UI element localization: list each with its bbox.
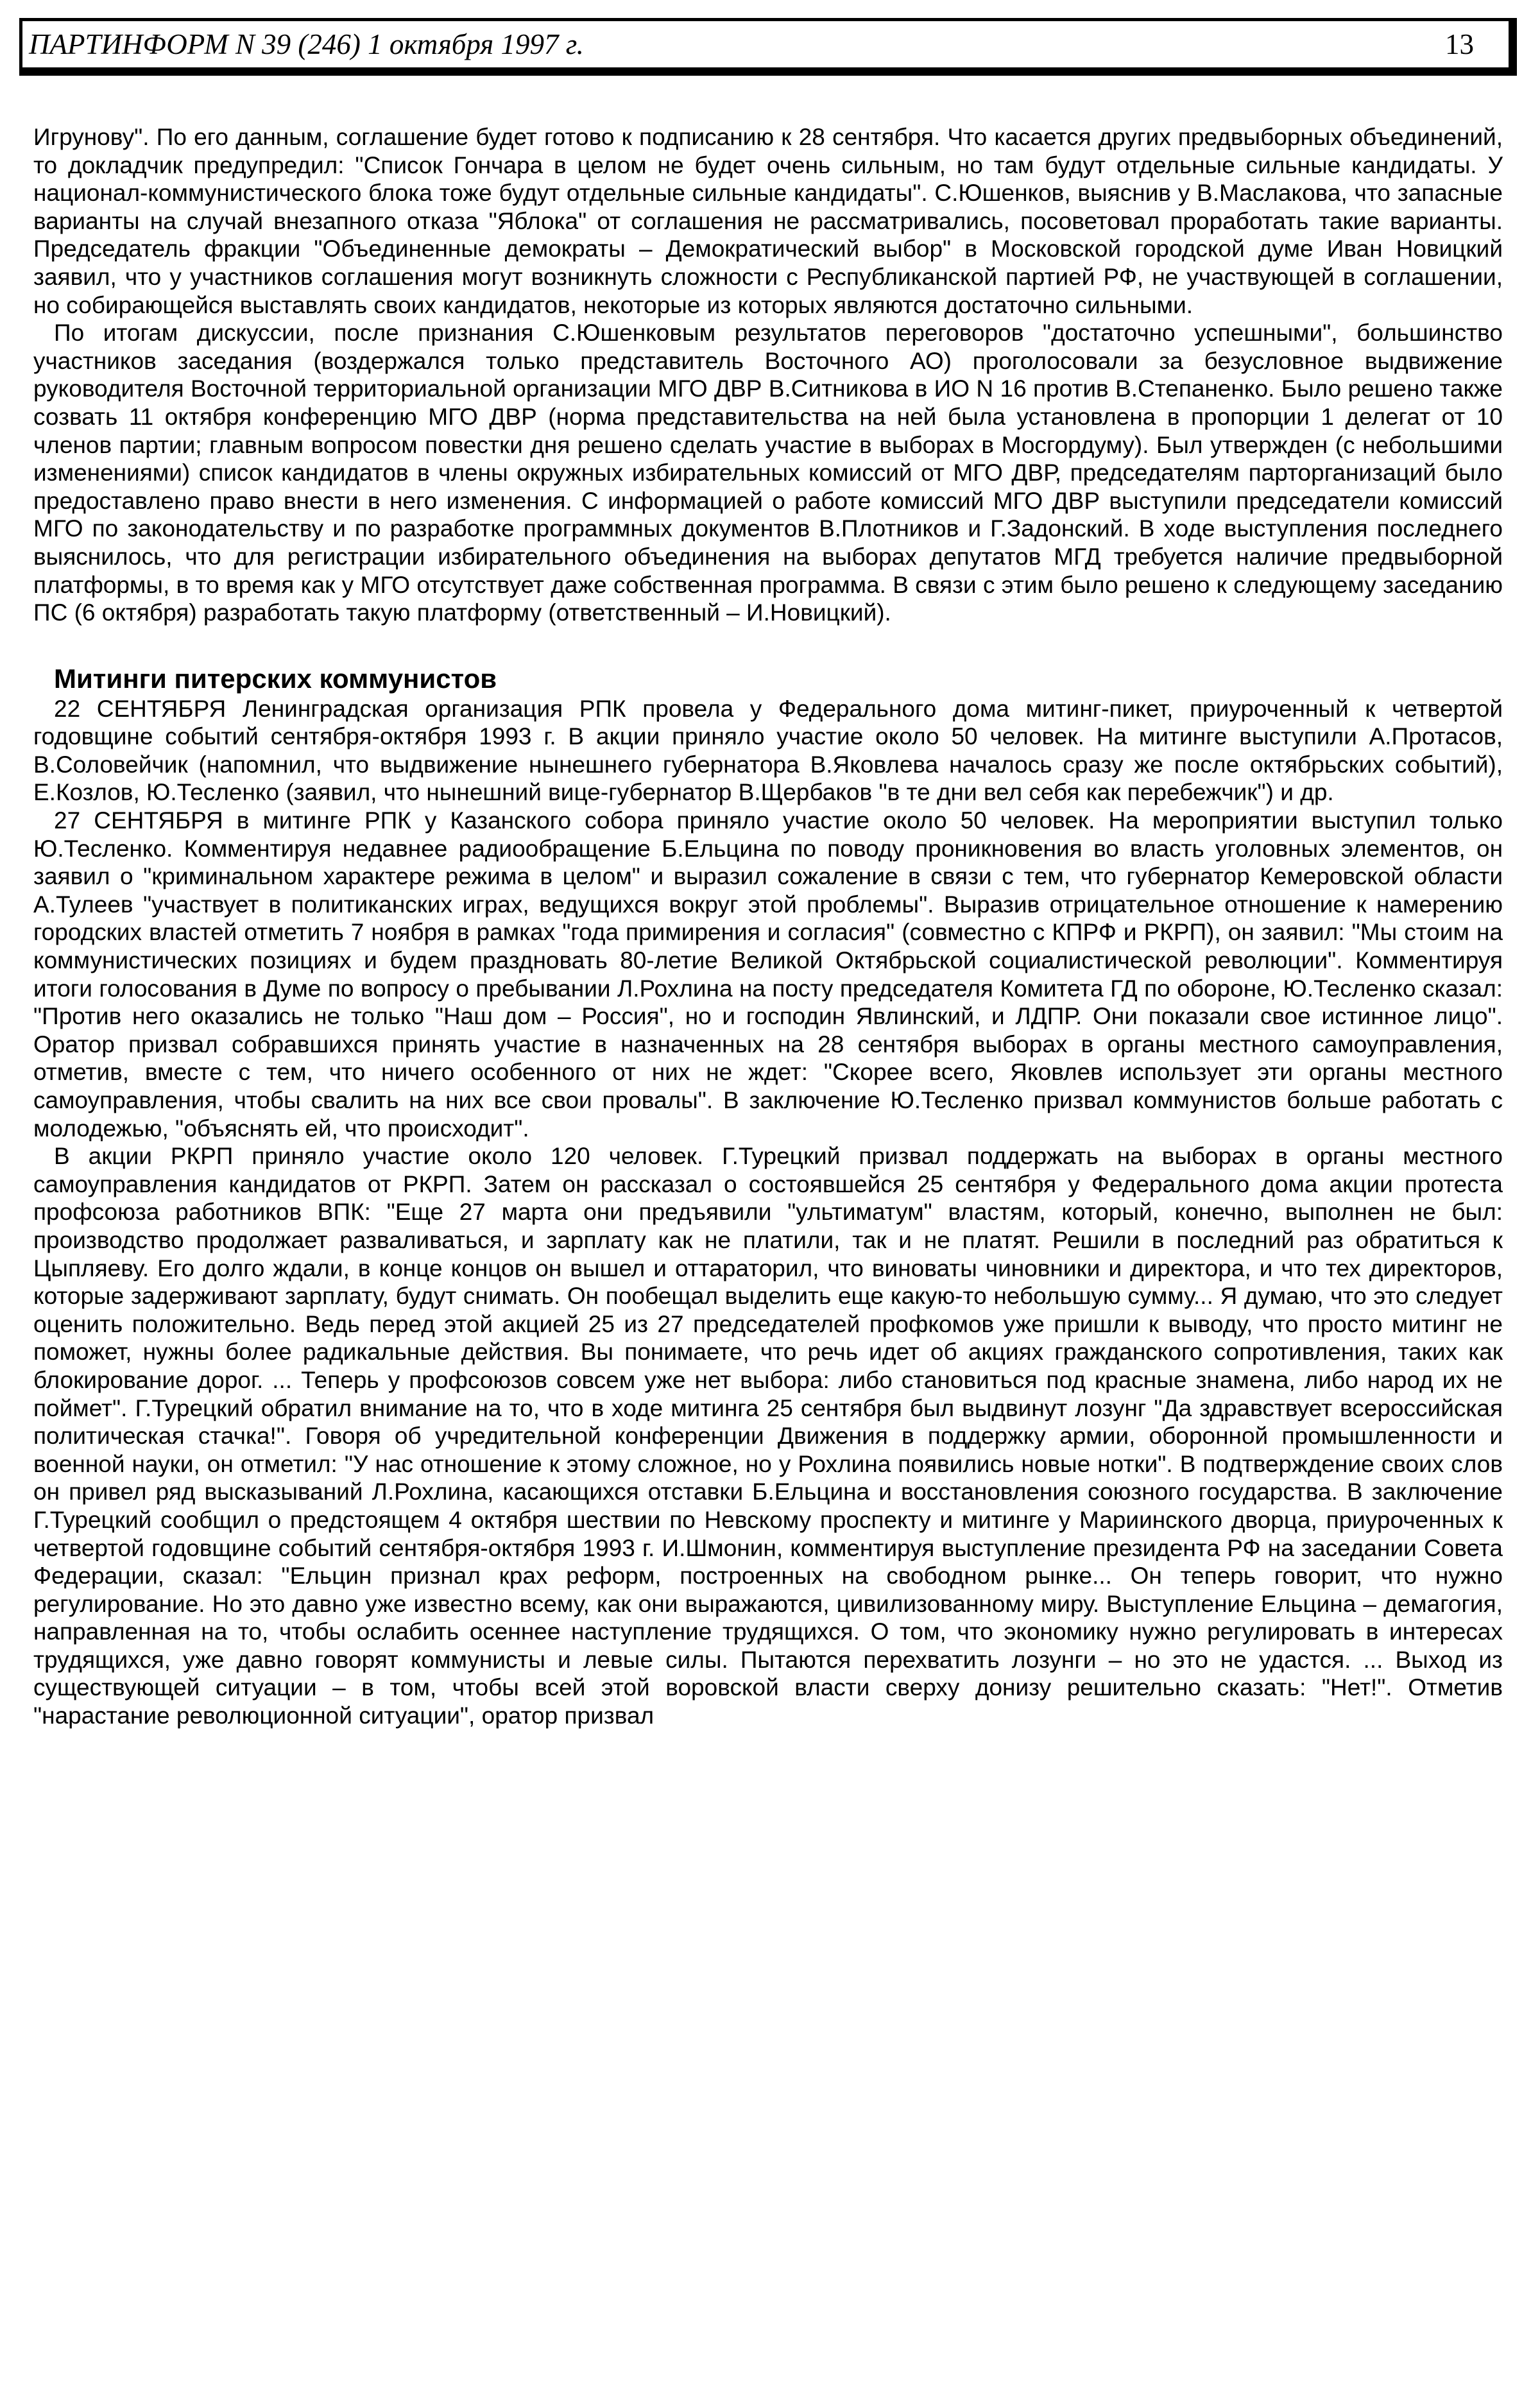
section-title: Митинги питерских коммунистов (54, 663, 497, 694)
publication-title: ПАРТИНФОРМ N 39 (246) 1 октября 1997 г. (29, 28, 584, 60)
paragraph-section-1: 22 СЕНТЯБРЯ Ленинградская организация РПК провела у Федерального дома митинг-пикет, приуроченный к четвертой годовщине событий сентября-октября 1993 г. В акции приняло участие около 50 человек. На митинге выступили А.Протасов, В.Соловейчик (напомнил, что выдвижение нынешнего губернатора В.Яковлева началось сразу же после октябрьских событий), Е.Козлов, Ю.Тесленко (заявил, что нынешний вице-губернатор В.Щербаков "в те дни вел себя как перебежчик") и др. (33, 695, 1503, 806)
page-header (19, 18, 1517, 76)
page-number: 13 (1445, 28, 1474, 60)
article-body (33, 123, 1503, 1730)
paragraph-section-2: 27 СЕНТЯБРЯ в митинге РПК у Казанского собора приняло участие около 50 человек. На мероприятии выступил только Ю.Тесленко. Комментируя недавнее радиообращение Б.Ельцина по поводу проникновения во власть уголовных элементов, он заявил о "криминальном характере режима в целом" и выразил сожаление в связи с тем, что губернатор Кемеровской области А.Тулеев "участвует в политиканских играх, ведущихся вокруг этой проблемы". Выразив отрицательное отношение к намерению городских властей отметить 7 ноября в рамках "года примирения и согласия" (совместно с КПРФ и РКРП), он заявил: "Мы стоим на коммунистических позициях и будем праздновать 80-летие Великой Октябрьской социалистической революции". Комментируя итоги голосования в Думе по вопросу о пребывании Л.Рохлина на посту председателя Комитета ГД по обороне, Ю.Тесленко сказал: "Против него оказались не только "Наш дом – Россия", но и господин Явлинский, и ЛДПР. Они показали свое истинное лицо". Оратор призвал собравшихся принять участие в назначенных на 28 сентября выборах в органы местного самоуправления, отметив, вместе с тем, что ничего особенного от них не ждет: "Скорее всего, Яковлев использует эти органы местного самоуправления, чтобы свалить на них все свои провалы". В заключение Ю.Тесленко призвал коммунистов больше работать с молодежью, "объяснять ей, что происходит". (33, 807, 1503, 1142)
paragraph-section-3: В акции РКРП приняло участие около 120 человек. Г.Турецкий призвал поддержать на выборах в органы местного самоуправления кандидатов от РКРП. Затем он рассказал о состоявшейся 25 сентября у Федерального дома акции протеста профсоюза работников ВПК: "Еще 27 марта они предъявили "ультиматум" властям, который, конечно, выполнен не был: производство продолжает разваливаться, и зарплату как не платили, так и не платят. Решили в последний раз обратиться к Цыпляеву. Его долго ждали, в конце концов он вышел и оттараторил, что виноваты чиновники и директора, и что тех директоров, которые задерживают зарплату, будут снимать. Он пообещал выделить еще какую-то небольшую сумму... Я думаю, что это следует оценить положительно. Ведь перед этой акцией 25 из 27 председателей профкомов уже пришли к выводу, что просто митинг не поможет, нужны более радикальные действия. Вы понимаете, что речь идет об акциях гражданского сопротивления, таких как блокирование дорог. ... Теперь у профсоюзов совсем уже нет выбора: либо становиться под красные знамена, либо народ их не поймет". Г.Турецкий обратил внимание на то, что в ходе митинга 25 сентября был выдвинут лозунг "Да здравствует всероссийская политическая стачка!". Говоря об учредительной конференции Движения в поддержку армии, оборонной промышленности и военной науки, он отметил: "У нас отношение к этому сложное, но у Рохлина появились новые нотки". В подтверждение своих слов он привел ряд высказываний Л.Рохлина, касающихся отставки Б.Ельцина и восстановления союзного государства. В заключение Г.Турецкий сообщил о предстоящем 4 октября шествии по Невскому проспекту и митинге у Мариинского дворца, приуроченных к четвертой годовщине событий сентября-октября 1993 г. И.Шмонин, комментируя выступление президента РФ на заседании Совета Федерации, сказал: "Ельцин признал крах реформ, построенных на свободном рынке... Он теперь говорит, что нужно регулирование. Но это давно уже известно всему, как они выражаются, цивилизованному миру. Выступление Ельцина – демагогия, направленная на то, чтобы ослабить осеннее наступление трудящихся. О том, что экономику нужно регулировать в интересах трудящихся, уже давно говорят коммунисты и левые силы. Пытаются перехватить лозунги – но это не удастся. ... Выход из существующей ситуации – в том, чтобы всей этой воровской власти сверху донизу решительно сказать: "Нет!". Отметив "нарастание революционной ситуации", оратор призвал (33, 1143, 1503, 1729)
paragraph-intro-2: По итогам дискуссии, после признания С.Юшенковым результатов переговоров "достаточно успешными", большинство участников заседания (воздержался только представитель Восточного АО) проголосовали за безусловное выдвижение руководителя Восточной территориальной организации МГО ДВР В.Ситникова в ИО N 16 против В.Степаненко. Было решено также созвать 11 октября конференцию МГО ДВР (норма представительства на ней была установлена в пропорции 1 делегат от 10 членов партии; главным вопросом повестки дня решено сделать участие в выборах в Мосгордуму). Был утвержден (с небольшими изменениями) список кандидатов в члены окружных избирательных комиссий от МГО ДВР, председателям парторганизаций было предоставлено право внести в него изменения. С информацией о работе комиссий МГО ДВР выступили председатели комиссий МГО по законодательству и по разработке программных документов В.Плотников и Г.Задонский. В ходе выступления последнего выяснилось, что для регистрации избирательного объединения на выборах депутатов МГД требуется наличие предвыборной платформы, в то время как у МГО отсутствует даже собственная программа. В связи с этим было решено к следующему заседанию ПС (6 октября) разработать такую платформу (ответственный – И.Новицкий). (33, 320, 1503, 626)
paragraph-intro-1: Игрунову". По его данным, соглашение будет готово к подписанию к 28 сентября. Что касается других предвыборных объединений, то докладчик предупредил: "Список Гончара в целом не будет очень сильным, но там будут отдельные сильные кандидаты. У национал-коммунистического блока тоже будут отдельные сильные кандидаты". С.Юшенков, выяснив у В.Маслакова, что запасные варианты на случай внезапного отказа "Яблока" от соглашения не рассматривались, посоветовал проработать такие варианты. Председатель фракции "Объединенные демократы – Демократический выбор" в Московской городской думе Иван Новицкий заявил, что у участников соглашения могут возникнуть сложности с Республиканской партией РФ, не участвующей в соглашении, но собирающейся выставлять своих кандидатов, некоторые из которых являются достаточно сильными. (33, 124, 1503, 318)
